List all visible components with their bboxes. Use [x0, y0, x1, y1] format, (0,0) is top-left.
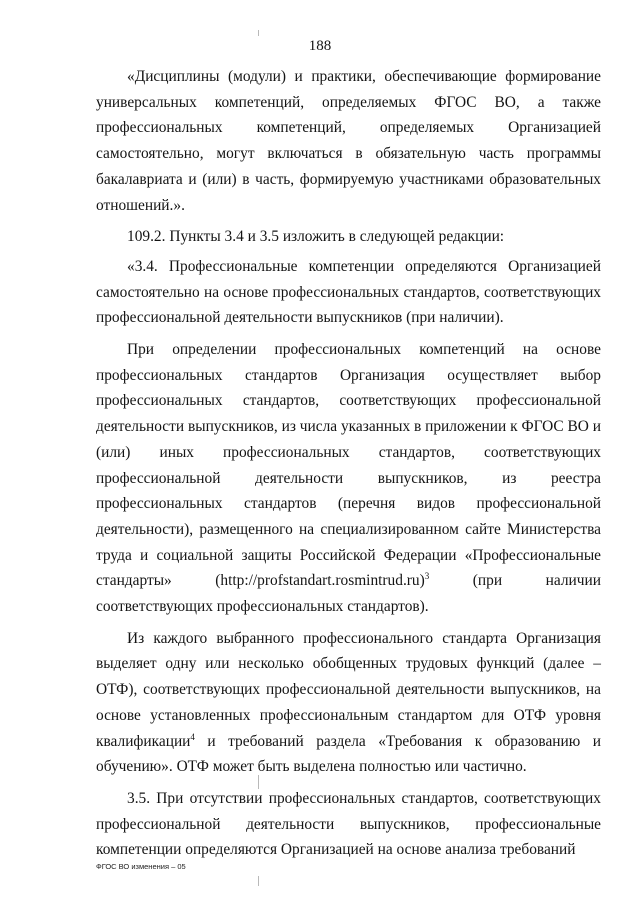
page-number: 188 [308, 38, 332, 54]
scan-artifact-bottom [258, 876, 259, 886]
footnote-ref-3: 3 [424, 571, 430, 582]
footer-doc-label: ФГОС ВО изменения – 05 [96, 862, 186, 871]
paragraph-3-4: «3.4. Профессиональные компетенции определяются Организацией самостоятельно на основе профессиональных стандартов, соответствующих профессиональной деятельности выпускников (при наличии). [96, 257, 601, 327]
document-body [96, 64, 601, 869]
paragraph-standards-text: При определении профессиональных компетенций на основе профессиональных стандартов Организация осуществляет выбор профессиональных стандартов, соответствующих профессиональной деятельности выпускников, из числа указанных в приложении к ФГОС ВО и (или) иных профессиональных стандартов, соответствующих профессиональной деятельности выпускников, из реестра профессиональных стандартов (перечня видов профессиональной деятельности), размещенного на специализированном сайте Министерства труда и социальной защиты Российской Федерации «Профессиональные стандарты» (http://profstandart.rosmintrud.ru) [96, 341, 601, 590]
paragraph-otf-text: Из каждого выбранного профессионального стандарта Организация выделяет одну или несколько обобщенных трудовых функций (далее – ОТФ), соответствующих профессиональной деятельности выпускников, на основе установленных профессиональным стандартом для ОТФ уровня квалификации [96, 629, 601, 750]
paragraph-disciplines: «Дисциплины (модули) и практики, обеспечивающие формирование универсальных компетенций, определяемых ФГОС ВО, а также профессиональных компетенций, определяемых Организацией самостоятельно, могут включаться в обязательную часть программы бакалавриата и (или) в часть, формируемую участниками образовательных отношений.». [96, 68, 601, 214]
footnote-ref-4: 4 [190, 731, 195, 742]
paragraph-otf [96, 626, 601, 780]
paragraph-standards-selection [96, 337, 601, 620]
paragraph-3-5: 3.5. При отсутствии профессиональных стандартов, соответствующих профессиональной деятельности выпускников, профессиональные компетенции определяются Организацией на основе анализа требований [96, 789, 601, 859]
paragraph-standards-text-end: (при наличии соответствующих профессиональных стандартов). [96, 572, 601, 616]
paragraph-item-109-2: 109.2. Пункты 3.4 и 3.5 изложить в следующей редакции: [127, 228, 505, 246]
paragraph-otf-text-end: и требований раздела «Требования к образованию и обучению». ОТФ может быть выделена полностью или частично. [96, 732, 601, 776]
scan-artifact-top [258, 30, 259, 36]
